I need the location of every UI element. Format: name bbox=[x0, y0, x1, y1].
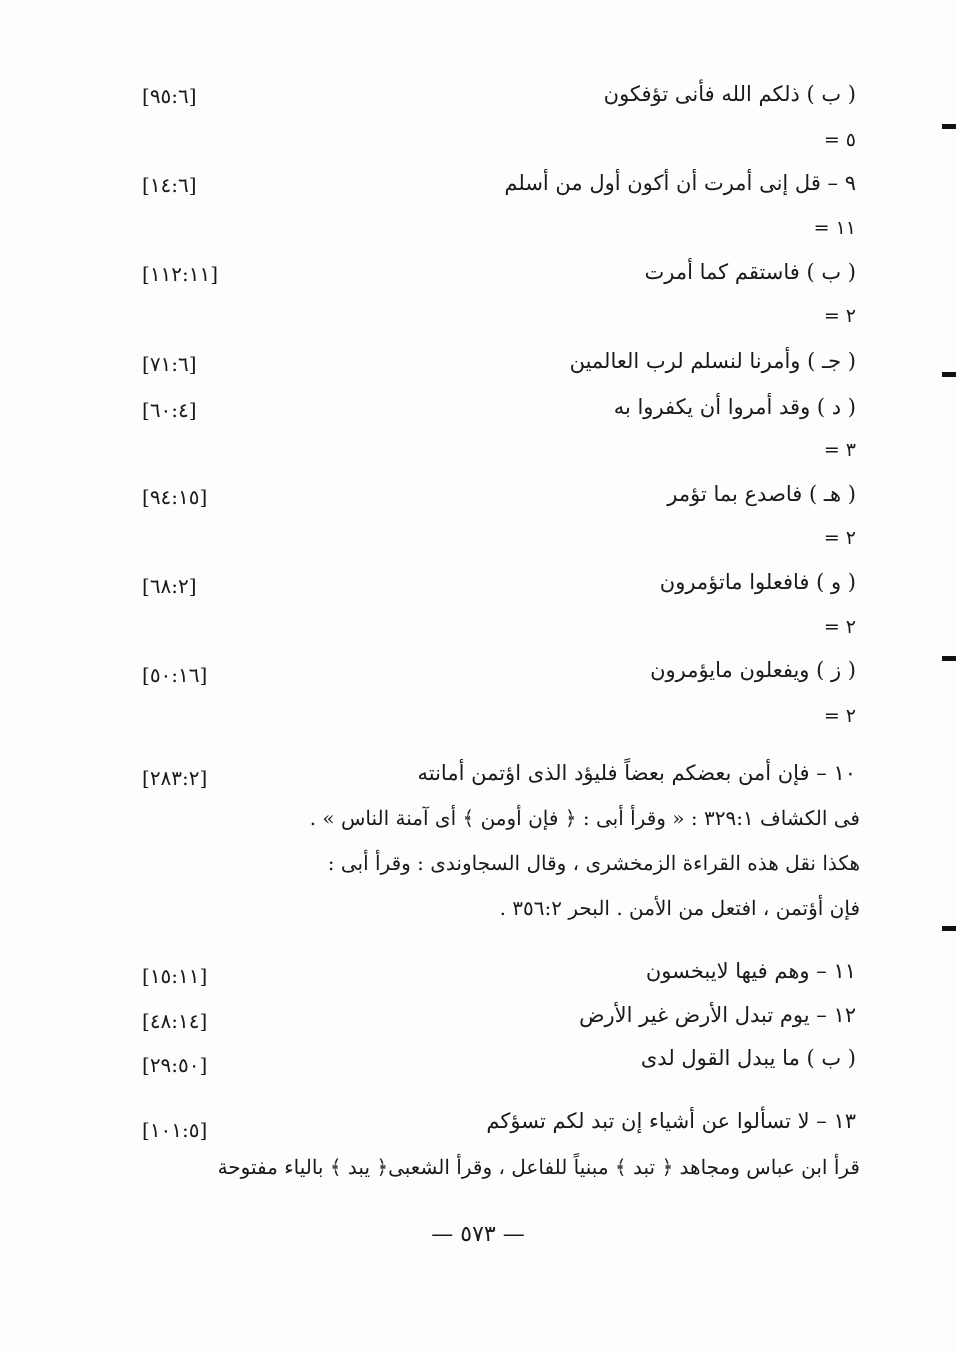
verse-reference: [١٤:٦] bbox=[142, 173, 197, 197]
verse-line: ١٠ – فإن أمن بعضكم بعضاً فليؤد الذى اؤتمن أمانته bbox=[417, 761, 856, 785]
occurrence-count: ٥ = bbox=[823, 129, 856, 151]
verse-line: ( جـ ) وأمرنا لنسلم لرب العالمين bbox=[569, 349, 856, 373]
verse-reference: [٦٨:٢] bbox=[142, 574, 197, 598]
verse-reference: [٤٨:١٤] bbox=[142, 1009, 208, 1033]
verse-line: ١٣ – لا تسألوا عن أشياء إن تبد لكم تسؤكم bbox=[486, 1109, 856, 1133]
verse-line: ( هـ ) فاصدع بما تؤمر bbox=[667, 482, 856, 506]
commentary-line: فإن أؤتمن ، افتعل من الأمن . البحر ٣٥٦:٢ . bbox=[499, 896, 860, 920]
verse-line: ( ب ) ما يبدل القول لدى bbox=[640, 1046, 856, 1070]
verse-line: ( ب ) ذلكم الله فأنى تؤفكون bbox=[603, 82, 856, 106]
verse-line: ١٢ – يوم تبدل الأرض غير الأرض bbox=[579, 1003, 856, 1027]
verse-reference: [٢٨٣:٢] bbox=[142, 766, 208, 790]
verse-line: ( ز ) ويفعلون مايؤمرون bbox=[650, 658, 856, 682]
verse-reference: [٦٠:٤] bbox=[142, 398, 197, 422]
occurrence-count: ٣ = bbox=[823, 439, 856, 461]
scan-edge-mark bbox=[942, 372, 956, 377]
verse-line: ( د ) وقد أمروا أن يكفروا به bbox=[613, 395, 856, 419]
verse-reference: [٩٥:٦] bbox=[142, 84, 197, 108]
scan-edge-mark bbox=[942, 124, 956, 129]
verse-reference: [٥٠:١٦] bbox=[142, 663, 208, 687]
commentary-line: فى الكشاف ٣٢٩:١ : « وقرأ أبى : ﴿ فإن أومن ﴾ أى آمنة الناس » . bbox=[309, 806, 860, 830]
occurrence-count: ٢ = bbox=[823, 705, 856, 727]
page-number: — ٥٧٣ — bbox=[431, 1222, 525, 1247]
scan-edge-mark bbox=[942, 926, 956, 931]
verse-line: ( و ) فافعلوا ماتؤمرون bbox=[659, 570, 856, 594]
commentary-line: قرأ ابن عباس ومجاهد ﴿ تبد ﴾ مبنياً للفاعل ، وقرأ الشعبى﴿ يبد ﴾ بالياء مفتوحة bbox=[217, 1155, 860, 1179]
verse-reference: [١٥:١١] bbox=[142, 964, 208, 988]
verse-reference: [١٠١:٥] bbox=[142, 1118, 208, 1142]
verse-reference: [٩٤:١٥] bbox=[142, 485, 208, 509]
occurrence-count: ٢ = bbox=[823, 616, 856, 638]
occurrence-count: ١١ = bbox=[813, 217, 856, 239]
verse-reference: [١١٢:١١] bbox=[142, 262, 219, 286]
occurrence-count: ٢ = bbox=[823, 527, 856, 549]
verse-reference: [٢٩:٥٠] bbox=[142, 1053, 208, 1077]
occurrence-count: ٢ = bbox=[823, 305, 856, 327]
verse-line: ١١ – وهم فيها لايبخسون bbox=[645, 959, 856, 983]
verse-line: ٩ – قل إنى أمرت أن أكون أول من أسلم bbox=[504, 171, 856, 195]
verse-reference: [٧١:٦] bbox=[142, 352, 197, 376]
verse-line: ( ب ) فاستقم كما أمرت bbox=[644, 260, 856, 284]
scan-edge-mark bbox=[942, 656, 956, 661]
commentary-line: هكذا نقل هذه القراءة الزمخشرى ، وقال السجاوندى : وقرأ أبى : bbox=[327, 851, 860, 875]
